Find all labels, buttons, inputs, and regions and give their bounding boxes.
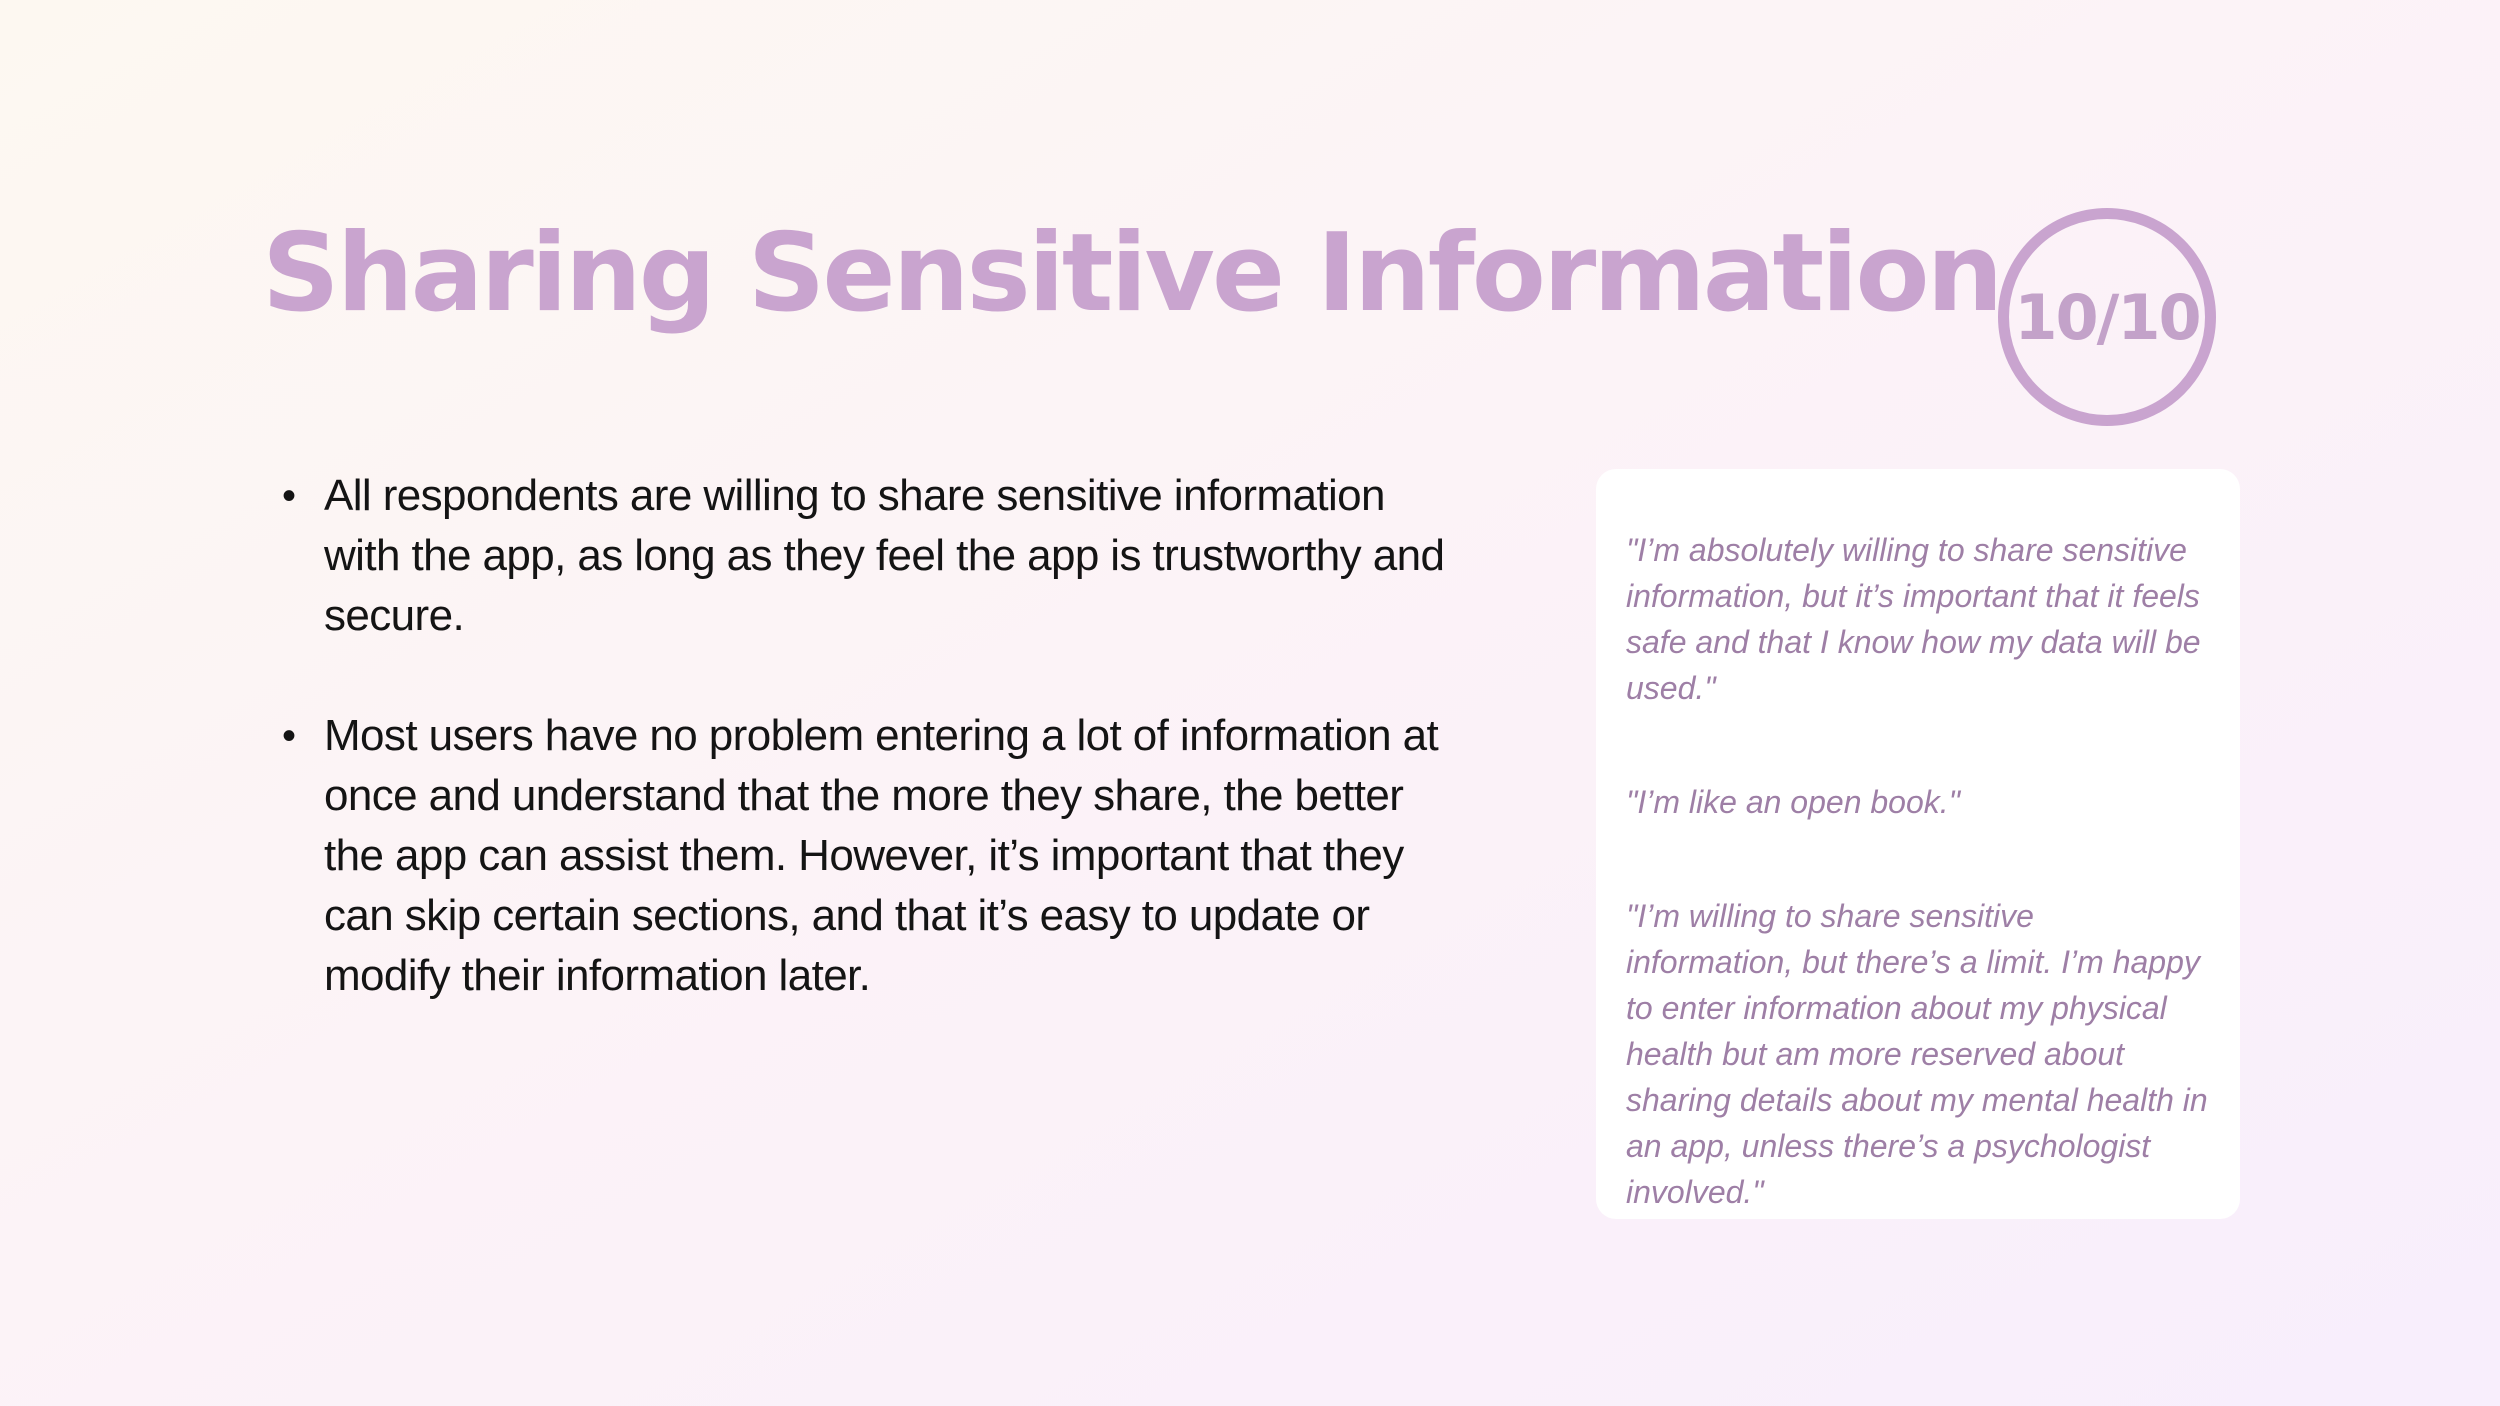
finding-item: • All respondents are willing to share sensitive information with the app, as long as they feel the app is trustworthy and secure. (282, 466, 1462, 646)
score-value: 10/10 (2014, 280, 2200, 354)
quotes-card (1596, 469, 2240, 1219)
quote-item: "I’m like an open book." (1626, 784, 1961, 820)
quote-item: "I’m willing to share sensitive information, but there’s a limit. I’m happy to enter information about my physical health but am more reserved about sharing details about my mental health in an app, unless there’s a psychologist involved." (1626, 898, 2208, 1210)
finding-item: • Most users have no problem entering a lot of information at once and understand that the more they share, the better the app can assist them. However, it’s important that they can skip certain sections, and that it’s easy to update or modify their information later. (282, 706, 1462, 1006)
slide-title: Sharing Sensitive Information (262, 211, 2001, 336)
findings-list (282, 466, 1462, 1066)
score-badge (1998, 208, 2216, 426)
quote-item: "I’m absolutely willing to share sensitive information, but it’s important that it feels safe and that I know how my data will be used." (1626, 532, 2201, 706)
